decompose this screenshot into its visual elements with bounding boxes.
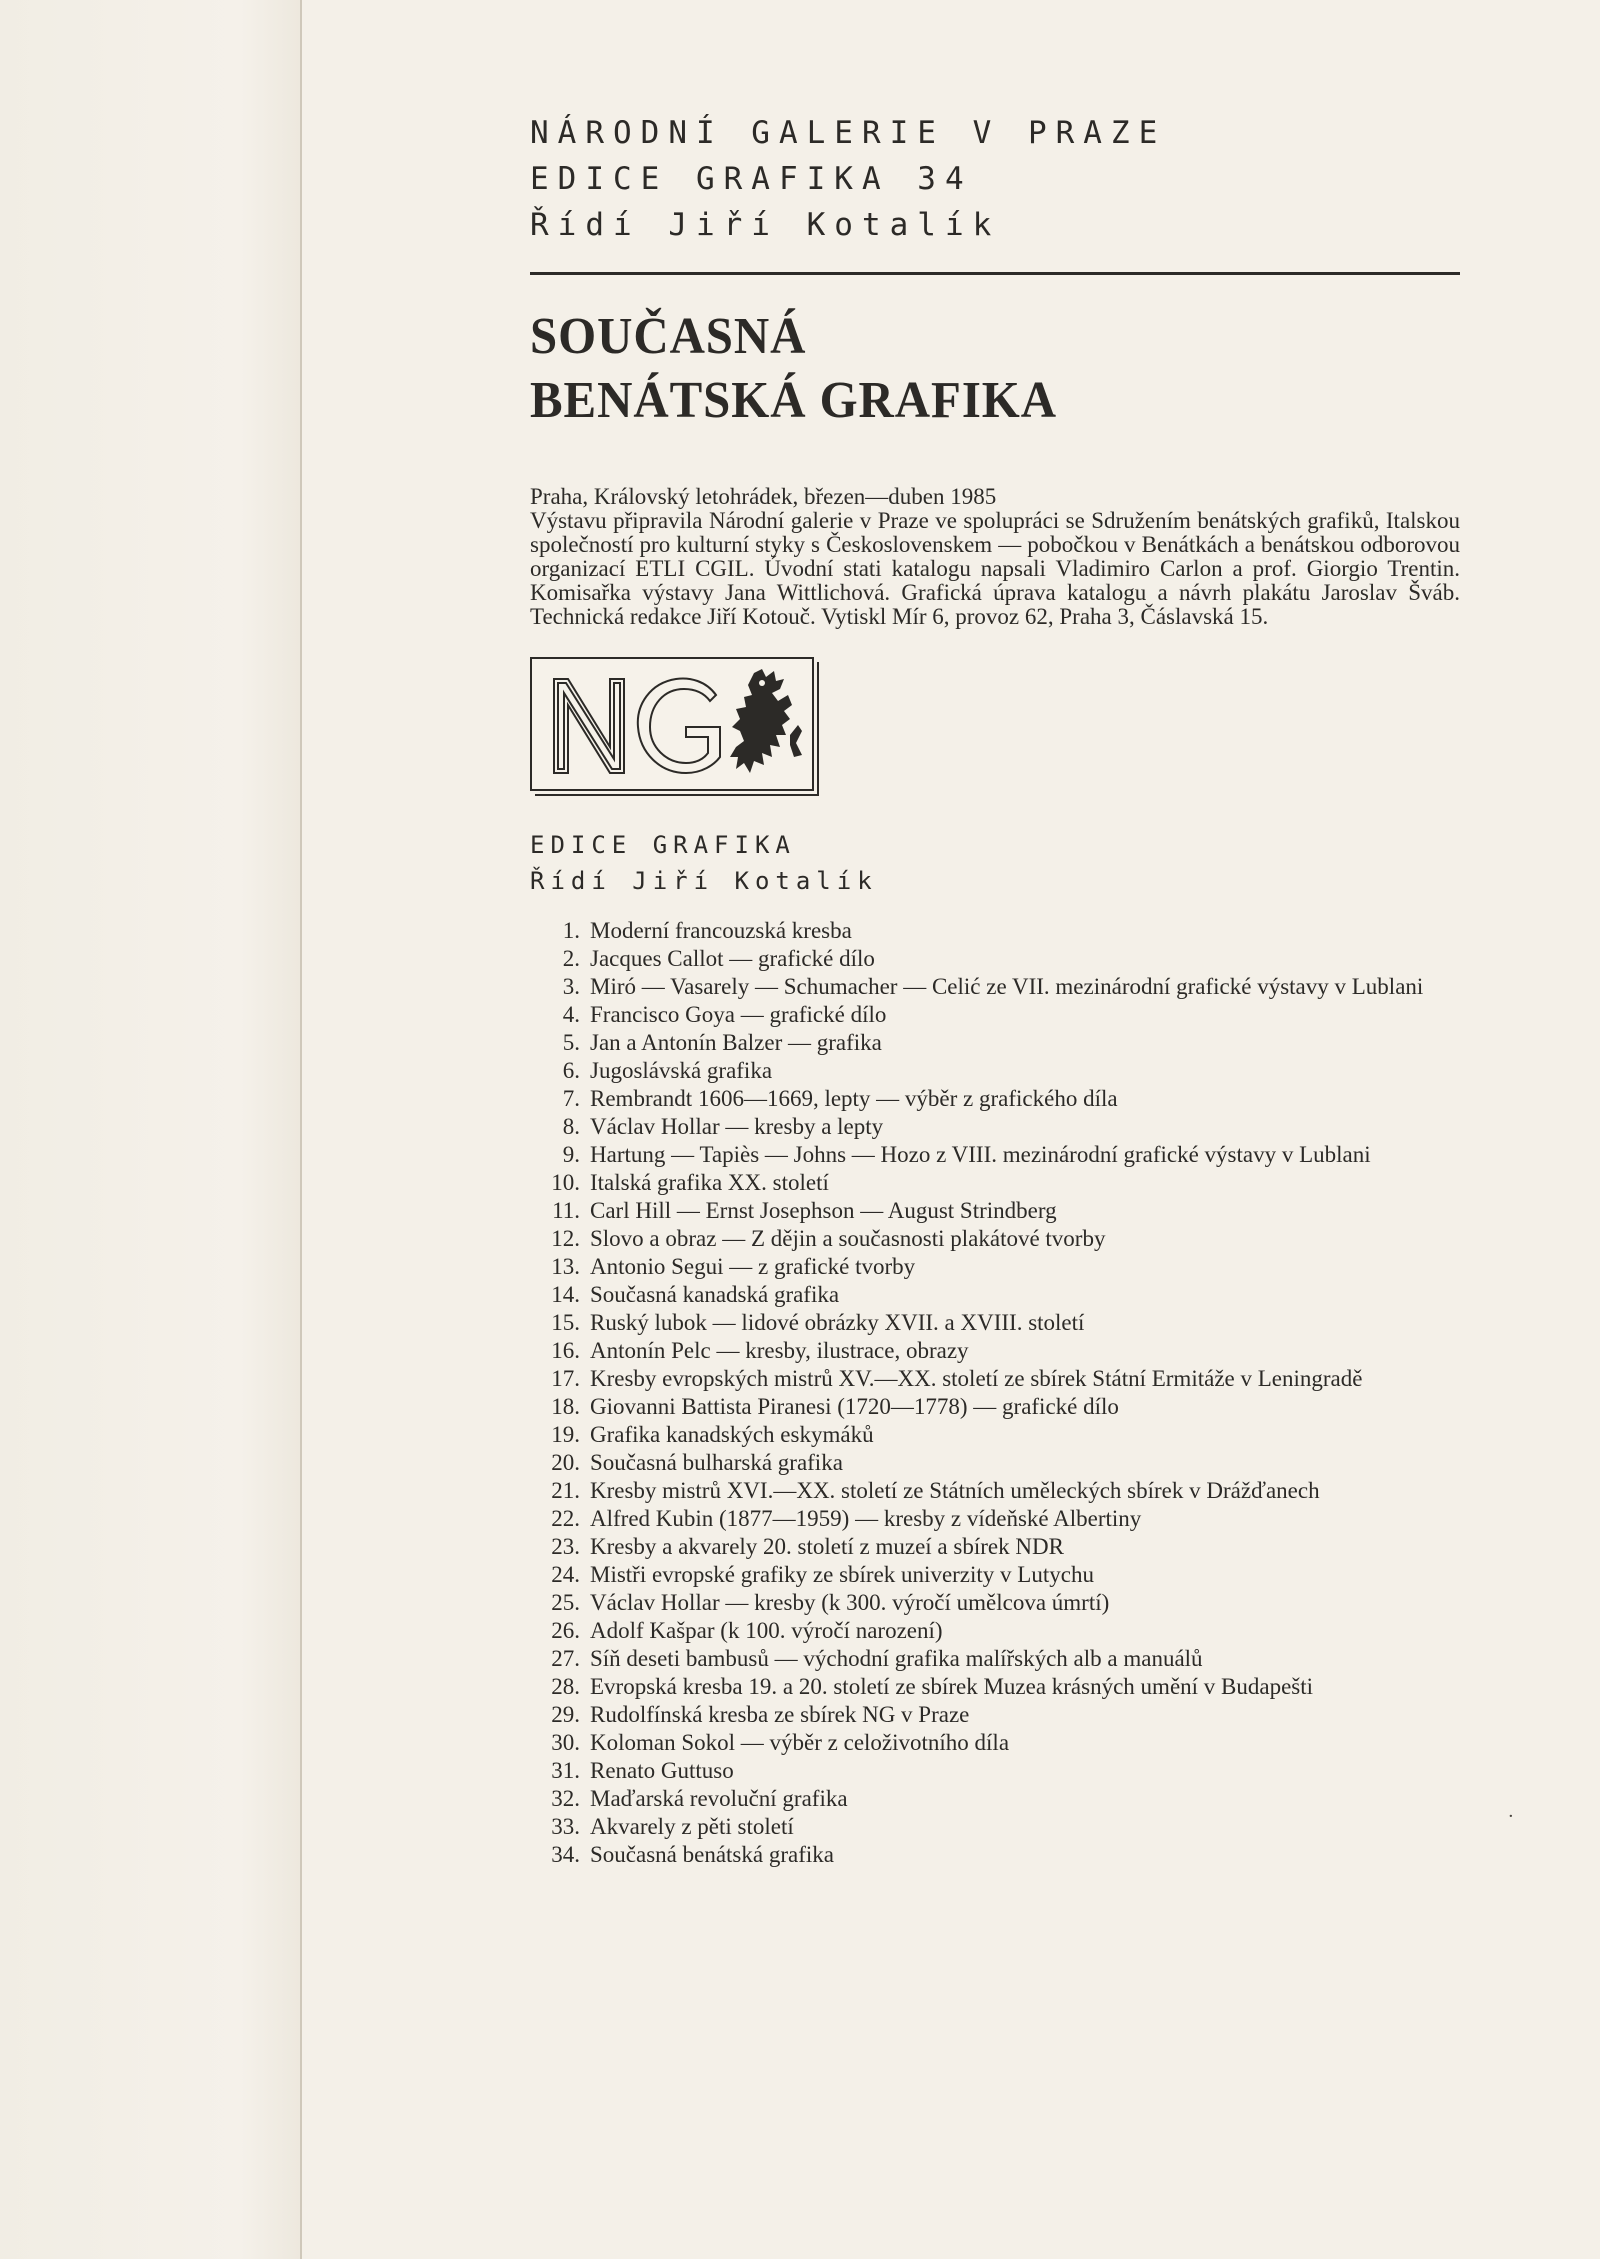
list-item-title: Slovo a obraz — Z dějin a současnosti plakátové tvorby	[590, 1226, 1106, 1251]
list-item	[530, 973, 1460, 1001]
list-item	[530, 1253, 1460, 1281]
list-item	[530, 1113, 1460, 1141]
list-item-number: 3.	[562, 974, 580, 999]
list-item	[530, 1785, 1460, 1813]
list-item-number: 24.	[551, 1562, 580, 1587]
edition-number: EDICE GRAFIKA 34	[530, 161, 973, 197]
page-gutter-divider	[300, 0, 302, 2259]
list-item-number: 7.	[562, 1086, 580, 1111]
list-item	[530, 1841, 1460, 1869]
ng-logo	[530, 657, 814, 791]
list-item	[530, 1505, 1460, 1533]
list-item-number: 13.	[551, 1254, 580, 1279]
list-item-number: 2.	[562, 946, 580, 971]
list-item	[530, 1169, 1460, 1197]
list-item-title: Giovanni Battista Piranesi (1720—1778) — grafické dílo	[590, 1394, 1119, 1419]
list-item-title: Francisco Goya — grafické dílo	[590, 1002, 887, 1027]
list-item-number: 34.	[551, 1842, 580, 1867]
list-item	[530, 1337, 1460, 1365]
list-item-number: 5.	[562, 1030, 580, 1055]
list-item-title: Jacques Callot — grafické dílo	[590, 946, 875, 971]
list-item-number: 33.	[551, 1814, 580, 1839]
list-item-title: Adolf Kašpar (k 100. výročí narození)	[590, 1618, 943, 1643]
list-item-number: 15.	[551, 1310, 580, 1335]
list-item-number: 9.	[562, 1142, 580, 1167]
list-item-title: Rembrandt 1606—1669, lepty — výběr z grafického díla	[590, 1086, 1118, 1111]
list-item-number: 18.	[551, 1394, 580, 1419]
list-item-title: Akvarely z pěti století	[590, 1814, 794, 1839]
list-item	[530, 1561, 1460, 1589]
publisher-name: NÁRODNÍ GALERIE V PRAZE	[530, 115, 1167, 151]
list-item-number: 21.	[551, 1478, 580, 1503]
list-item	[530, 1449, 1460, 1477]
colophon-venue: Praha, Královský letohrádek, březen—duben 1985	[530, 484, 997, 509]
list-item-title: Maďarská revoluční grafika	[590, 1786, 848, 1811]
series-header	[530, 827, 1460, 899]
list-item-title: Kresby evropských mistrů XV.—XX. století ze sbírek Státní Ermitáže v Leningradě	[590, 1366, 1363, 1391]
stray-mark: ·	[1508, 1806, 1514, 1827]
list-item-title: Václav Hollar — kresby a lepty	[590, 1114, 884, 1139]
list-item-number: 31.	[551, 1758, 580, 1783]
colophon	[530, 485, 1460, 629]
list-item-title: Kresby a akvarely 20. století z muzeí a sbírek NDR	[590, 1534, 1064, 1559]
list-item-title: Renato Guttuso	[590, 1758, 734, 1783]
list-item-number: 22.	[551, 1506, 580, 1531]
list-item-title: Carl Hill — Ernst Josephson — August Strindberg	[590, 1198, 1057, 1223]
list-item-title: Hartung — Tapiès — Johns — Hozo z VIII. mezinárodní grafické výstavy v Lublani	[590, 1142, 1371, 1167]
list-item-number: 28.	[551, 1674, 580, 1699]
page-title-line-1: SOUČASNÁ	[530, 308, 807, 365]
list-item	[530, 1673, 1460, 1701]
header-rule	[530, 272, 1460, 275]
list-item-number: 23.	[551, 1534, 580, 1559]
page-title-line-2: BENÁTSKÁ GRAFIKA	[530, 372, 1058, 429]
list-item	[530, 1281, 1460, 1309]
list-item	[530, 1365, 1460, 1393]
list-item-title: Miró — Vasarely — Schumacher — Celić ze VII. mezinárodní grafické výstavy v Lublani	[590, 974, 1424, 999]
list-item-number: 11.	[552, 1198, 580, 1223]
list-item-number: 32.	[551, 1786, 580, 1811]
list-item-title: Jugoslávská grafika	[590, 1058, 773, 1083]
list-item-title: Rudolfínská kresba ze sbírek NG v Praze	[590, 1702, 970, 1727]
list-item	[530, 1533, 1460, 1561]
list-item	[530, 1757, 1460, 1785]
list-item-number: 19.	[551, 1422, 580, 1447]
series-editor: Řídí Jiří Kotalík	[530, 867, 878, 895]
list-item-title: Grafika kanadských eskymáků	[590, 1422, 874, 1447]
list-item	[530, 1701, 1460, 1729]
list-item-title: Síň deseti bambusů — východní grafika malířských alb a manuálů	[590, 1646, 1203, 1671]
list-item	[530, 1001, 1460, 1029]
list-item-title: Moderní francouzská kresba	[590, 918, 852, 943]
list-item	[530, 1729, 1460, 1757]
list-item-number: 30.	[551, 1730, 580, 1755]
list-item	[530, 1197, 1460, 1225]
list-item-title: Evropská kresba 19. a 20. století ze sbírek Muzea krásných umění v Budapešti	[590, 1674, 1314, 1699]
list-item	[530, 945, 1460, 973]
list-item	[530, 1645, 1460, 1673]
list-item-title: Ruský lubok — lidové obrázky XVII. a XVIII. století	[590, 1310, 1085, 1335]
list-item-title: Současná kanadská grafika	[590, 1282, 840, 1307]
left-page-margin	[0, 0, 300, 2259]
list-item	[530, 1141, 1460, 1169]
list-item-title: Antonio Segui — z grafické tvorby	[590, 1254, 916, 1279]
list-item-title: Kresby mistrů XVI.—XX. století ze Státních uměleckých sbírek v Drážďanech	[590, 1478, 1320, 1503]
list-item-number: 26.	[551, 1618, 580, 1643]
list-item	[530, 1057, 1460, 1085]
list-item-number: 8.	[562, 1114, 580, 1139]
list-item-number: 20.	[551, 1450, 580, 1475]
list-item	[530, 917, 1460, 945]
list-item-title: Alfred Kubin (1877—1959) — kresby z vídeňské Albertiny	[590, 1506, 1142, 1531]
list-item-number: 1.	[562, 918, 580, 943]
colophon-credits: Výstavu připravila Národní galerie v Praze ve spolupráci se Sdružením benátských grafiků, Italskou společností pro kulturní styky s Československem — pobočkou v Benátkách a benátskou odborovou organizací ETLI CGIL. Úvodní stati katalogu napsali Vladimiro Carlon a prof. Giorgio Trentin. Komisařka výstavy Jana Wittlichová. Grafická úprava katalogu a návrh plakátu Jaroslav Šváb. Technická redakce Jiří Kotouč. Vytiskl Mír 6, provoz 62, Praha 3, Čáslavská 15.	[530, 508, 1460, 629]
list-item	[530, 1421, 1460, 1449]
list-item-number: 10.	[551, 1170, 580, 1195]
list-item	[530, 1813, 1460, 1841]
list-item-title: Současná bulharská grafika	[590, 1450, 843, 1475]
list-item	[530, 1225, 1460, 1253]
list-item-number: 29.	[551, 1702, 580, 1727]
list-item-number: 14.	[551, 1282, 580, 1307]
list-item-number: 16.	[551, 1338, 580, 1363]
series-list	[530, 917, 1460, 1869]
series-title: EDICE GRAFIKA	[530, 831, 796, 859]
list-item	[530, 1029, 1460, 1057]
page-content	[530, 110, 1460, 1869]
list-item	[530, 1617, 1460, 1645]
list-item-title: Italská grafika XX. století	[590, 1170, 829, 1195]
list-item-number: 17.	[551, 1366, 580, 1391]
list-item-title: Koloman Sokol — výběr z celoživotního díla	[590, 1730, 1010, 1755]
list-item-title: Současná benátská grafika	[590, 1842, 834, 1867]
list-item	[530, 1589, 1460, 1617]
list-item	[530, 1393, 1460, 1421]
list-item-title: Jan a Antonín Balzer — grafika	[590, 1030, 882, 1055]
list-item-number: 25.	[551, 1590, 580, 1615]
list-item	[530, 1309, 1460, 1337]
list-item-number: 4.	[562, 1002, 580, 1027]
list-item	[530, 1085, 1460, 1113]
list-item-number: 27.	[551, 1646, 580, 1671]
ng-logo-icon	[540, 665, 804, 783]
list-item-title: Václav Hollar — kresby (k 300. výročí umělcova úmrtí)	[590, 1590, 1110, 1615]
editor-line: Řídí Jiří Kotalík	[530, 207, 1001, 243]
list-item	[530, 1477, 1460, 1505]
list-item-title: Mistři evropské grafiky ze sbírek univerzity v Lutychu	[590, 1562, 1094, 1587]
list-item-title: Antonín Pelc — kresby, ilustrace, obrazy	[590, 1338, 969, 1363]
list-item-number: 6.	[562, 1058, 580, 1083]
list-item-number: 12.	[551, 1226, 580, 1251]
